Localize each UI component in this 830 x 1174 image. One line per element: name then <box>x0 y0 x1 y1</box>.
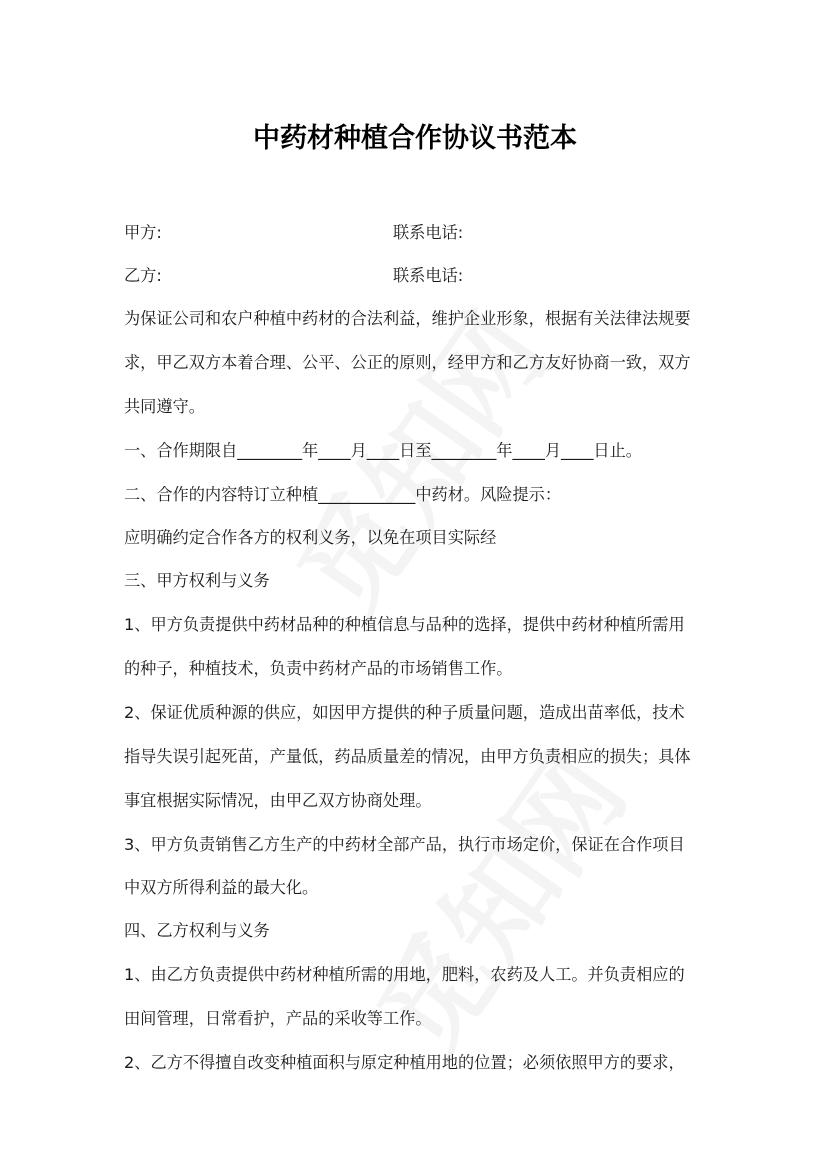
paragraph-line: 1、甲方负责提供中药材品种的种植信息与品种的选择，提供中药材种植所需用 <box>124 615 685 634</box>
document-title: 中药材种植合作协议书范本 <box>253 123 577 154</box>
party-a-phone-label: 联系电话: <box>393 223 464 242</box>
party-a-label: 甲方: <box>124 223 162 242</box>
paragraph-line: 求，甲乙双方本着合理、公平、公正的原则，经甲方和乙方友好协商一致，双方 <box>124 353 691 372</box>
paragraph-line: 的种子，种植技术，负责中药材产品的市场销售工作。 <box>124 659 513 678</box>
paragraph-line: 三、甲方权利与义务 <box>124 571 270 590</box>
paragraph-line: 二、合作的内容特订立种植____________中药材。风险提示： <box>124 485 562 504</box>
paragraph-line: 3、甲方负责销售乙方生产的中药材全部产品，执行市场定价，保证在合作项目 <box>124 835 685 854</box>
paragraph-line: 四、乙方权利与义务 <box>124 921 270 940</box>
paragraph-line: 1、由乙方负责提供中药材种植所需的用地，肥料，农药及人工。并负责相应的 <box>124 965 685 984</box>
paragraph-line: 田间管理，日常看护，产品的采收等工作。 <box>124 1009 432 1028</box>
paragraph-line: 共同遵守。 <box>124 397 205 416</box>
paragraph-line: 一、合作期限自________年____月____日至________年____月____日止。 <box>124 441 642 460</box>
paragraph-line: 2、保证优质种源的供应，如因甲方提供的种子质量问题，造成出苗率低，技术 <box>124 703 685 722</box>
party-b-phone-label: 联系电话: <box>393 266 464 285</box>
party-b-label: 乙方: <box>124 266 162 285</box>
paragraph-line: 2、乙方不得擅自改变种植面积与原定种植用地的位置；必须依照甲方的要求， <box>124 1053 685 1072</box>
paragraph-line: 指导失误引起死苗，产量低，药品质量差的情况，由甲方负责相应的损失；具体 <box>124 747 691 766</box>
paragraph-line: 应明确约定合作各方的权利义务，以免在项目实际经 <box>124 528 497 547</box>
paragraph-line: 为保证公司和农户种植中药材的合法利益，维护企业形象，根据有关法律法规要 <box>124 309 691 328</box>
paragraph-line: 事宜根据实际情况，由甲乙双方协商处理。 <box>124 791 432 810</box>
paragraph-line: 中双方所得利益的最大化。 <box>124 878 319 897</box>
